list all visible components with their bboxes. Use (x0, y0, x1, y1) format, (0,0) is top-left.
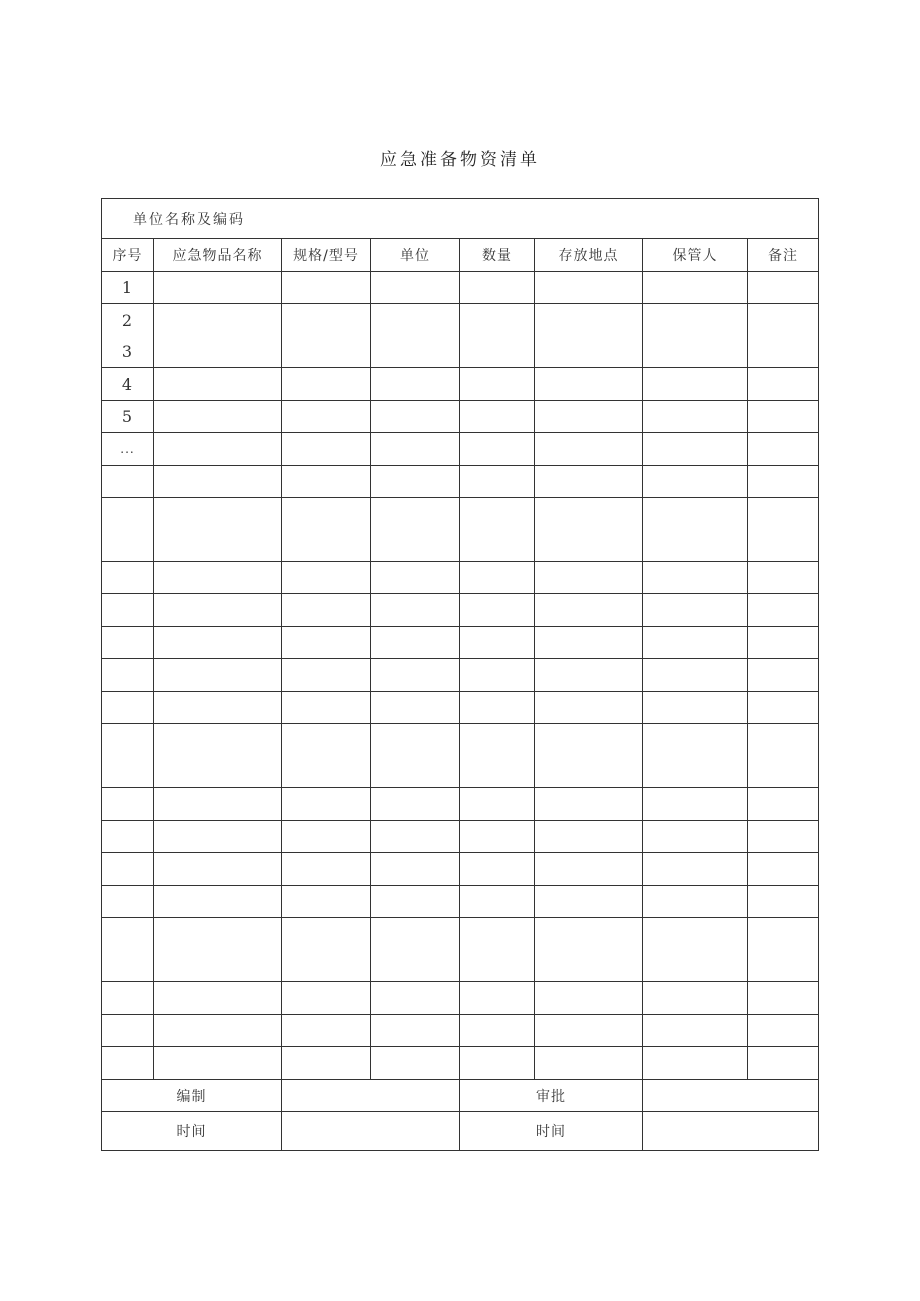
cell-quantity[interactable] (460, 304, 535, 368)
cell-quantity[interactable] (460, 821, 535, 853)
cell-remarks[interactable] (748, 1047, 819, 1080)
row-seq[interactable] (102, 659, 154, 692)
table-row (102, 821, 819, 853)
table-row (102, 401, 819, 433)
cell-item-name[interactable] (154, 724, 282, 788)
cell-unit[interactable] (371, 401, 460, 433)
signature-row-time (102, 1112, 819, 1151)
cell-remarks[interactable] (748, 918, 819, 982)
cell-quantity[interactable] (460, 433, 535, 466)
cell-unit[interactable] (371, 368, 460, 401)
cell-spec-model[interactable] (282, 788, 371, 821)
cell-remarks[interactable] (748, 821, 819, 853)
table-row (102, 594, 819, 627)
cell-custodian[interactable] (643, 724, 748, 788)
cell-remarks[interactable] (748, 627, 819, 659)
cell-quantity[interactable] (460, 401, 535, 433)
cell-unit[interactable] (371, 627, 460, 659)
page-title: 应急准备物资清单 (380, 150, 540, 170)
row-seq[interactable] (102, 821, 154, 853)
cell-custodian[interactable] (643, 368, 748, 401)
cell-spec-model[interactable] (282, 401, 371, 433)
cell-quantity[interactable] (460, 498, 535, 562)
cell-remarks[interactable] (748, 304, 819, 368)
cell-unit[interactable] (371, 886, 460, 918)
cell-quantity[interactable] (460, 272, 535, 304)
cell-location[interactable] (535, 498, 643, 562)
cell-item-name[interactable] (154, 272, 282, 304)
cell-quantity[interactable] (460, 982, 535, 1015)
cell-quantity[interactable] (460, 627, 535, 659)
table-row (102, 982, 819, 1015)
cell-item-name[interactable] (154, 821, 282, 853)
cell-custodian[interactable] (643, 498, 748, 562)
table-row (102, 1015, 819, 1047)
cell-spec-model[interactable] (282, 821, 371, 853)
cell-item-name[interactable] (154, 562, 282, 594)
prepared-time-field[interactable] (282, 1112, 460, 1151)
cell-item-name[interactable] (154, 401, 282, 433)
row-seq: 3 (121, 341, 134, 361)
cell-spec-model[interactable] (282, 304, 371, 368)
cell-item-name[interactable] (154, 659, 282, 692)
cell-location[interactable] (535, 272, 643, 304)
approved-by-label: 审批 (460, 1080, 643, 1112)
cell-item-name[interactable] (154, 368, 282, 401)
table-row (102, 1047, 819, 1080)
cell-item-name[interactable] (154, 1047, 282, 1080)
cell-unit[interactable] (371, 272, 460, 304)
row-seq: 4 (102, 368, 154, 401)
row-seq[interactable] (102, 788, 154, 821)
row-seq[interactable] (102, 1047, 154, 1080)
cell-unit[interactable] (371, 724, 460, 788)
cell-location[interactable] (535, 304, 643, 368)
cell-remarks[interactable] (748, 886, 819, 918)
cell-location[interactable] (535, 853, 643, 886)
cell-location[interactable] (535, 659, 643, 692)
header-unit: 单位 (371, 239, 460, 272)
cell-remarks[interactable] (748, 853, 819, 886)
signature-row-prepared (102, 1080, 819, 1112)
table-row (102, 659, 819, 692)
row-seq: 5 (102, 401, 154, 433)
cell-location[interactable] (535, 692, 643, 724)
row-seq[interactable] (102, 853, 154, 886)
row-seq[interactable] (102, 627, 154, 659)
prepared-time-label: 时间 (102, 1112, 282, 1151)
table-row (102, 692, 819, 724)
cell-spec-model[interactable] (282, 853, 371, 886)
cell-unit[interactable] (371, 982, 460, 1015)
cell-quantity[interactable] (460, 918, 535, 982)
header-spec-model: 规格/型号 (282, 239, 371, 272)
header-seq: 序号 (102, 239, 154, 272)
cell-item-name[interactable] (154, 886, 282, 918)
cell-unit[interactable] (371, 918, 460, 982)
cell-location[interactable] (535, 433, 643, 466)
cell-spec-model[interactable] (282, 918, 371, 982)
row-seq-ellipsis: ... (102, 433, 154, 466)
cell-remarks[interactable] (748, 594, 819, 627)
table-row (102, 304, 819, 368)
row-seq[interactable] (102, 886, 154, 918)
cell-custodian[interactable] (643, 594, 748, 627)
cell-item-name[interactable] (154, 1015, 282, 1047)
row-seq[interactable] (102, 692, 154, 724)
approved-time-field[interactable] (643, 1112, 819, 1151)
row-seq[interactable] (102, 498, 154, 562)
cell-item-name[interactable] (154, 788, 282, 821)
cell-unit[interactable] (371, 1047, 460, 1080)
cell-spec-model[interactable] (282, 659, 371, 692)
row-seq-pair (102, 304, 154, 368)
cell-unit[interactable] (371, 594, 460, 627)
cell-custodian[interactable] (643, 692, 748, 724)
cell-quantity[interactable] (460, 368, 535, 401)
cell-custodian[interactable] (643, 886, 748, 918)
cell-location[interactable] (535, 466, 643, 498)
cell-custodian[interactable] (643, 659, 748, 692)
row-seq: 2 (121, 310, 134, 330)
approved-time-label: 时间 (460, 1112, 643, 1151)
cell-unit[interactable] (371, 853, 460, 886)
cell-custodian[interactable] (643, 918, 748, 982)
cell-item-name[interactable] (154, 466, 282, 498)
table-row (102, 433, 819, 466)
cell-item-name[interactable] (154, 918, 282, 982)
cell-quantity[interactable] (460, 788, 535, 821)
cell-quantity[interactable] (460, 692, 535, 724)
cell-remarks[interactable] (748, 982, 819, 1015)
unit-name-label[interactable]: 单位名称及编码 (102, 199, 819, 239)
cell-unit[interactable] (371, 562, 460, 594)
table-row (102, 498, 819, 562)
cell-quantity[interactable] (460, 659, 535, 692)
cell-unit[interactable] (371, 304, 460, 368)
cell-spec-model[interactable] (282, 982, 371, 1015)
table-row (102, 466, 819, 498)
cell-remarks[interactable] (748, 498, 819, 562)
cell-unit[interactable] (371, 788, 460, 821)
cell-spec-model[interactable] (282, 692, 371, 724)
cell-item-name[interactable] (154, 627, 282, 659)
row-seq[interactable] (102, 724, 154, 788)
cell-custodian[interactable] (643, 401, 748, 433)
table-row (102, 627, 819, 659)
cell-location[interactable] (535, 401, 643, 433)
cell-item-name[interactable] (154, 304, 282, 368)
inventory-table (101, 198, 819, 1151)
table-row (102, 788, 819, 821)
cell-remarks[interactable] (748, 368, 819, 401)
cell-location[interactable] (535, 821, 643, 853)
cell-quantity[interactable] (460, 594, 535, 627)
cell-remarks[interactable] (748, 724, 819, 788)
cell-remarks[interactable] (748, 659, 819, 692)
cell-unit[interactable] (371, 498, 460, 562)
cell-remarks[interactable] (748, 401, 819, 433)
table-row (102, 886, 819, 918)
cell-item-name[interactable] (154, 853, 282, 886)
header-remarks: 备注 (748, 239, 819, 272)
cell-location[interactable] (535, 562, 643, 594)
cell-quantity[interactable] (460, 724, 535, 788)
row-seq[interactable] (102, 466, 154, 498)
cell-unit[interactable] (371, 466, 460, 498)
row-seq[interactable] (102, 982, 154, 1015)
row-seq[interactable] (102, 1015, 154, 1047)
row-seq[interactable] (102, 594, 154, 627)
cell-custodian[interactable] (643, 304, 748, 368)
prepared-by-label: 编制 (102, 1080, 282, 1112)
cell-custodian[interactable] (643, 466, 748, 498)
cell-spec-model[interactable] (282, 433, 371, 466)
cell-quantity[interactable] (460, 466, 535, 498)
cell-unit[interactable] (371, 433, 460, 466)
header-quantity: 数量 (460, 239, 535, 272)
cell-location[interactable] (535, 982, 643, 1015)
cell-item-name[interactable] (154, 498, 282, 562)
cell-custodian[interactable] (643, 821, 748, 853)
cell-custodian[interactable] (643, 433, 748, 466)
cell-custodian[interactable] (643, 788, 748, 821)
header-location: 存放地点 (535, 239, 643, 272)
cell-spec-model[interactable] (282, 724, 371, 788)
table-row (102, 368, 819, 401)
header-row (102, 239, 819, 272)
prepared-by-field[interactable] (282, 1080, 460, 1112)
cell-unit[interactable] (371, 821, 460, 853)
cell-spec-model[interactable] (282, 886, 371, 918)
cell-location[interactable] (535, 1015, 643, 1047)
unit-name-row (102, 199, 819, 239)
header-custodian: 保管人 (643, 239, 748, 272)
cell-custodian[interactable] (643, 1047, 748, 1080)
table-row (102, 918, 819, 982)
cell-spec-model[interactable] (282, 466, 371, 498)
cell-spec-model[interactable] (282, 627, 371, 659)
cell-quantity[interactable] (460, 1047, 535, 1080)
cell-item-name[interactable] (154, 594, 282, 627)
row-seq[interactable] (102, 562, 154, 594)
row-seq: 1 (102, 272, 154, 304)
cell-custodian[interactable] (643, 853, 748, 886)
table-row (102, 272, 819, 304)
cell-quantity[interactable] (460, 562, 535, 594)
cell-custodian[interactable] (643, 1015, 748, 1047)
cell-unit[interactable] (371, 692, 460, 724)
cell-spec-model[interactable] (282, 368, 371, 401)
cell-location[interactable] (535, 1047, 643, 1080)
cell-remarks[interactable] (748, 562, 819, 594)
cell-item-name[interactable] (154, 692, 282, 724)
row-seq[interactable] (102, 918, 154, 982)
cell-remarks[interactable] (748, 466, 819, 498)
cell-custodian[interactable] (643, 627, 748, 659)
cell-custodian[interactable] (643, 562, 748, 594)
cell-spec-model[interactable] (282, 498, 371, 562)
cell-spec-model[interactable] (282, 562, 371, 594)
table-row (102, 724, 819, 788)
cell-item-name[interactable] (154, 433, 282, 466)
cell-location[interactable] (535, 724, 643, 788)
table-row (102, 562, 819, 594)
cell-location[interactable] (535, 886, 643, 918)
cell-location[interactable] (535, 918, 643, 982)
cell-spec-model[interactable] (282, 1047, 371, 1080)
cell-remarks[interactable] (748, 788, 819, 821)
cell-unit[interactable] (371, 1015, 460, 1047)
approved-by-field[interactable] (643, 1080, 819, 1112)
cell-quantity[interactable] (460, 1015, 535, 1047)
cell-quantity[interactable] (460, 853, 535, 886)
cell-remarks[interactable] (748, 1015, 819, 1047)
table-row (102, 853, 819, 886)
cell-unit[interactable] (371, 659, 460, 692)
cell-spec-model[interactable] (282, 272, 371, 304)
cell-location[interactable] (535, 594, 643, 627)
cell-custodian[interactable] (643, 272, 748, 304)
cell-remarks[interactable] (748, 433, 819, 466)
cell-location[interactable] (535, 788, 643, 821)
cell-remarks[interactable] (748, 692, 819, 724)
cell-custodian[interactable] (643, 982, 748, 1015)
cell-spec-model[interactable] (282, 1015, 371, 1047)
cell-quantity[interactable] (460, 886, 535, 918)
cell-location[interactable] (535, 627, 643, 659)
cell-location[interactable] (535, 368, 643, 401)
header-item-name: 应急物品名称 (154, 239, 282, 272)
cell-item-name[interactable] (154, 982, 282, 1015)
cell-remarks[interactable] (748, 272, 819, 304)
cell-spec-model[interactable] (282, 594, 371, 627)
